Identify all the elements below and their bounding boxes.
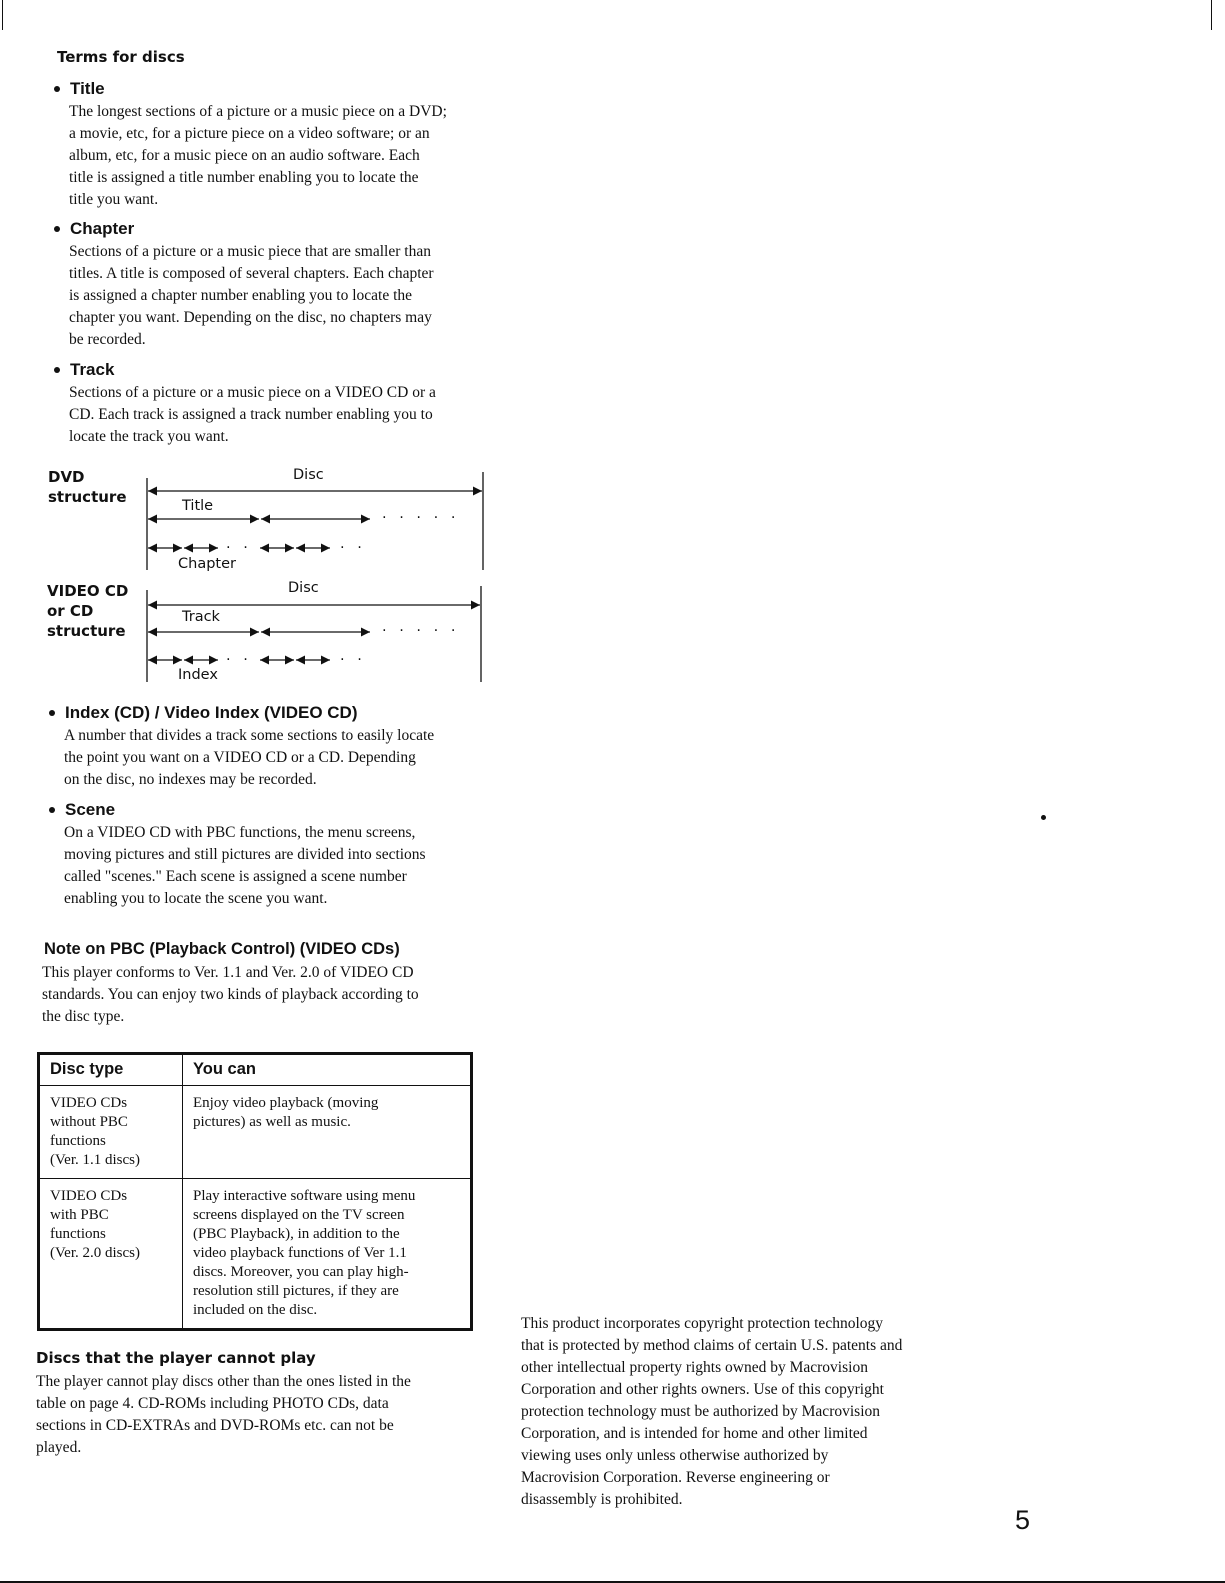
vcd-more-tracks-dots: . . . . . [382,619,460,635]
vcd-index-dots-2: . . [340,648,366,664]
term-name: Title [70,79,105,98]
scan-speck [1041,815,1046,820]
pbc-section-body: This player conforms to Ver. 1.1 and Ver. 2.0 of VIDEO CD standards. You can enjoy two kinds of playback according to the disc type. [42,964,419,1025]
term-body: Sections of a picture or a music piece that are smaller than titles. A title is composed of several chapters. Each chapter is assigned a chapter number enabling you to locate the chapter you want. Depending on the disc, no chapters may be recorded. [69,243,434,348]
term-body: On a VIDEO CD with PBC functions, the menu screens, moving pictures and still pictures are divided into sections called "scenes." Each scene is assigned a scene number enabling you to locate the scene you want. [64,824,426,907]
bullet-icon [49,710,55,716]
bullet-icon [49,807,55,813]
term-scene [49,800,426,910]
dvd-more-titles-dots: . . . . . [382,506,460,522]
vcd-index-dots-1: . . [226,648,252,664]
discs-cannot-play-body: The player cannot play discs other than the ones listed in the table on page 4. CD-ROMs including PHOTO CDs, data sections in CD-EXTRAs and DVD-ROMs etc. can not be played. [36,1373,411,1456]
table-row [39,1179,472,1330]
vcd-disc-label: Disc [288,580,319,596]
table-cell: VIDEO CDs with PBC functions (Ver. 2.0 discs) [39,1179,183,1330]
dvd-title-label: Title [182,498,214,514]
term-name: Scene [65,800,116,819]
discs-cannot-play-title: Discs that the player cannot play [36,1349,316,1367]
edge-mark-right [1211,0,1212,30]
term-body: Sections of a picture or a music piece on a VIDEO CD or a CD. Each track is assigned a track number enabling you to locate the track you want. [69,384,436,445]
term-name: Track [70,360,115,379]
table-header-disc-type: Disc type [39,1054,183,1086]
pbc-table [37,1052,473,1331]
term-body: A number that divides a track some sections to easily locate the point you want on a VIDEO CD or a CD. Depending on the disc, no indexes may be recorded. [64,727,435,788]
dvd-chapter-label: Chapter [178,556,236,572]
vcd-track-label: Track [182,609,220,625]
terms-section-title: Terms for discs [57,48,185,66]
dvd-structure-label: DVD structure [48,468,127,506]
table-cell: Enjoy video playback (moving pictures) as well as music. [183,1086,472,1179]
table-row [39,1086,472,1179]
dvd-chapter-dots-1: . . [226,536,252,552]
dvd-disc-label: Disc [293,467,324,483]
term-body: The longest sections of a picture or a music piece on a DVD; a movie, etc, for a picture piece on a video software; or an album, etc, for a music piece on an audio software. Each title is assigned a title number enabling you to locate the title you want. [69,103,447,208]
table-header-row [39,1054,472,1086]
dvd-chapter-dots-2: . . [340,536,366,552]
page-number: 5 [1015,1505,1031,1535]
pbc-section-title: Note on PBC (Playback Control) (VIDEO CDs) [44,940,400,958]
vcd-index-label: Index [178,667,218,683]
copyright-notice: This product incorporates copyright protection technology that is protected by method claims of certain U.S. patents and other intellectual property rights owned by Macrovision Corporation and other rights owners. Use of this copyright protection technology must be authorized by Macrovision Corporation, and is intended for home and other limited viewing uses only unless otherwise authorized by Macrovision Corporation. Reverse engineering or disassembly is prohibited. [521,1315,903,1508]
term-name: Index (CD) / Video Index (VIDEO CD) [65,703,358,722]
term-index [49,703,434,791]
vcd-structure-arrows [0,0,500,700]
term-name: Chapter [70,219,135,238]
table-cell: VIDEO CDs without PBC functions (Ver. 1.1 discs) [39,1086,183,1179]
table-cell: Play interactive software using menu screens displayed on the TV screen (PBC Playback), in addition to the video playback functions of Ver 1.1 discs. Moreover, you can play high- resolution still pictures, if they are included on the disc. [183,1179,472,1330]
vcd-structure-label: VIDEO CD or CD structure [47,582,129,640]
table-header-you-can: You can [183,1054,472,1086]
